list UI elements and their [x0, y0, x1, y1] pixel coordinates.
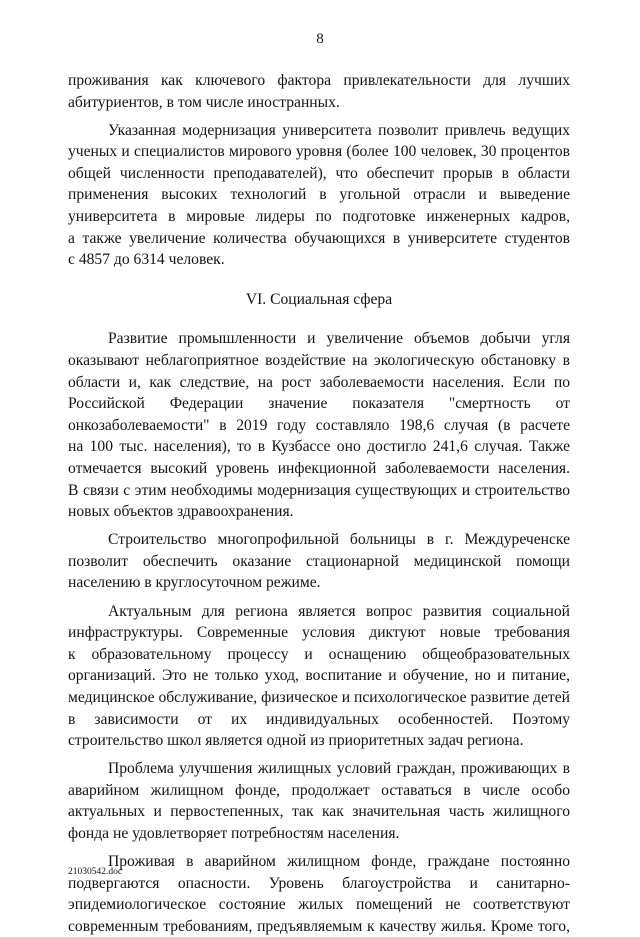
- paragraph: [68, 601, 570, 752]
- text-line: с 4857 до 6314 человек.: [68, 251, 225, 269]
- text-line: на 100 тыс. населения), то в Кузбассе оно достигло 241,6 случая. Также: [68, 438, 570, 456]
- text-line: области и, как следствие, на рост заболеваемости населения. Если по: [68, 373, 570, 391]
- page-number: 8: [316, 31, 324, 47]
- section-gap: [68, 310, 570, 328]
- text-line: университета в мировые лидеры по подготовке инженерных кадров,: [68, 208, 570, 226]
- document-body: [68, 70, 570, 937]
- text-line: фонда не удовлетворяет потребностям населения.: [68, 825, 400, 842]
- text-line: Актуальным для региона является вопрос развития социальной: [108, 602, 570, 620]
- paragraph: [68, 529, 570, 594]
- text-line: отмечается высокий уровень инфекционной заболеваемости населения.: [68, 460, 570, 477]
- section-heading: VI. Социальная сфера: [245, 290, 393, 308]
- paragraph: [68, 758, 570, 844]
- text-line: Строительство многопрофильной больницы в г. Междуреченске: [108, 531, 570, 549]
- text-line: организаций. Это не только уход, воспитание и обучение, но и питание,: [68, 667, 570, 685]
- text-line: эпидемиологическое состояние жилых помещений не соответствуют: [68, 896, 570, 914]
- paragraph: [68, 328, 570, 522]
- text-line: проживания как ключевого фактора привлекательности для лучших: [68, 72, 570, 89]
- text-line: оказывают неблагоприятное воздействие на экологическую обстановку в: [68, 352, 570, 370]
- section-gap: [68, 271, 570, 289]
- text-line: позволит обеспечить оказание стационарной медицинской помощи: [68, 552, 570, 570]
- document-filename: 21030542.doc: [68, 867, 123, 877]
- text-line: Указанная модернизация университета позволит привлечь ведущих: [108, 121, 570, 139]
- text-line: Российской Федерации значение показателя "смертность от: [68, 395, 570, 413]
- paragraph: [68, 70, 570, 113]
- text-line: подвергаются опасности. Уровень благоустройства и санитарно-: [68, 874, 570, 892]
- text-line: применения высоких технологий в угольной отрасли и выведение: [68, 186, 570, 204]
- text-line: к образовательному процессу и оснащению общеобразовательных: [68, 645, 570, 663]
- text-line: ученых и специалистов мирового уровня (более 100 человек, 30 процентов: [68, 143, 570, 161]
- text-line: аварийном жилищном фонде, продолжает оставаться в числе особо: [68, 781, 570, 799]
- text-line: в зависимости от их индивидуальных особенностей. Поэтому: [68, 710, 570, 728]
- paragraph: [68, 120, 570, 271]
- text-line: В связи с этим необходимы модернизация существующих и строительство: [68, 481, 570, 499]
- text-line: онкозаболеваемости" в 2019 году составляло 198,6 случая (в расчете: [68, 416, 570, 434]
- text-line: медицинское обслуживание, физическое и психологическое развитие детей: [68, 688, 570, 706]
- text-line: абитуриентов, в том числе иностранных.: [68, 93, 340, 111]
- text-line: общей численности преподавателей), что обеспечит прорыв в области: [68, 164, 570, 182]
- text-line: населению в круглосуточном режиме.: [68, 574, 321, 592]
- text-line: строительство школ является одной из приоритетных задач региона.: [68, 732, 524, 750]
- text-line: современным требованиям, предъявляемым к качеству жилья. Кроме того,: [68, 917, 570, 935]
- paragraph: [68, 851, 570, 937]
- text-line: Развитие промышленности и увеличение объемов добычи угля: [108, 330, 570, 348]
- text-line: инфраструктуры. Современные условия диктуют новые требования: [68, 624, 570, 642]
- text-line: Проблема улучшения жилищных условий граждан, проживающих в: [108, 760, 570, 778]
- text-line: актуальных и первостепенных, так как значительная часть жилищного: [68, 803, 570, 821]
- text-line: новых объектов здравоохранения.: [68, 503, 294, 521]
- text-line: Проживая в аварийном жилищном фонде, граждане постоянно: [108, 853, 570, 871]
- text-line: а также увеличение количества обучающихся в университете студентов: [68, 229, 570, 247]
